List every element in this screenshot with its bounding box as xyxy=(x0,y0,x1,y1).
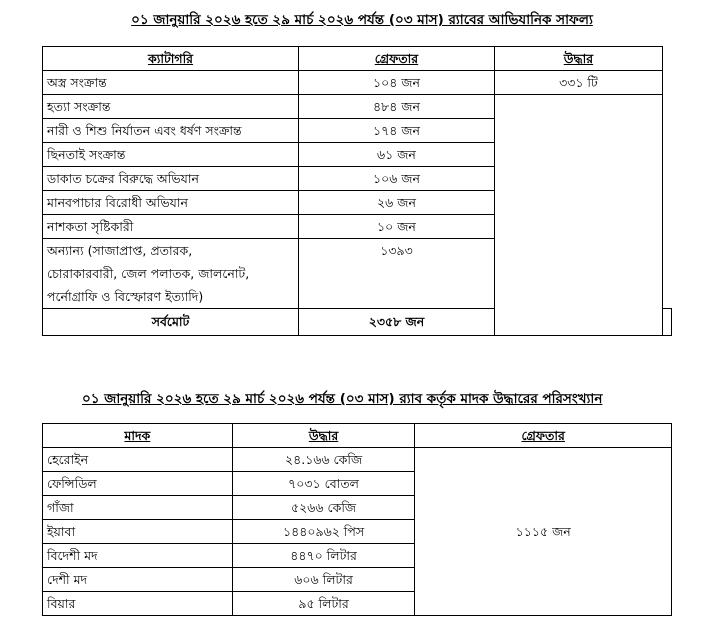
header-category: ক্যাটাগরি xyxy=(43,47,299,71)
total-arrest: ২৩৫৮ জন xyxy=(299,309,495,336)
table-row xyxy=(43,71,672,95)
header-recovery: উদ্ধার xyxy=(232,424,415,448)
recovery-empty-cell xyxy=(494,95,662,336)
header-recovery: উদ্ধার xyxy=(494,47,662,71)
arrest-cell: ১০৬ জন xyxy=(299,167,495,191)
drug-cell: দেশী মদ xyxy=(43,568,233,592)
recovery-cell: ৭০৩১ বোতল xyxy=(232,472,415,496)
header-arrest: গ্রেফতার xyxy=(299,47,495,71)
drug-cell: বিয়ার xyxy=(43,592,233,616)
drug-cell: ফেন্সিডিল xyxy=(43,472,233,496)
category-cell: ছিনতাই সংক্রান্ত xyxy=(43,143,299,167)
recovery-cell: ৬০৬ লিটার xyxy=(232,568,415,592)
arrest-total-cell: ১১১৫ জন xyxy=(415,448,672,616)
arrest-cell: ১৭৪ জন xyxy=(299,119,495,143)
table-row xyxy=(43,95,672,119)
arrest-cell: ১০৪ জন xyxy=(299,71,495,95)
recovery-cell: ৪৪৭০ লিটার xyxy=(232,544,415,568)
total-recovery-empty xyxy=(663,309,672,336)
operations-table xyxy=(42,46,672,336)
category-cell-multiline xyxy=(43,239,299,309)
drug-cell: ইয়াবা xyxy=(43,520,233,544)
drug-cell: গাঁজা xyxy=(43,496,233,520)
category-line: পর্নোগ্রাফি ও বিস্ফোরণ ইত্যাদি) xyxy=(47,289,204,304)
category-cell: ডাকাত চক্রের বিরুদ্ধে অভিযান xyxy=(43,167,299,191)
drug-cell: হেরোইন xyxy=(43,448,233,472)
category-line: চোরাকারবারী, জেল পলাতক, জালনোট, xyxy=(47,266,250,281)
drug-cell: বিদেশী মদ xyxy=(43,544,233,568)
category-cell: অস্ত্র সংক্রান্ত xyxy=(43,71,299,95)
category-line: অন্যান্য (সাজাপ্রাপ্ত, প্রতারক, xyxy=(47,243,193,258)
category-cell: নাশকতা সৃষ্টিকারী xyxy=(43,215,299,239)
category-cell: মানবপাচার বিরোধী অভিযান xyxy=(43,191,299,215)
header-arrest: গ্রেফতার xyxy=(415,424,672,448)
arrest-cell: ১৩৯৩ xyxy=(299,239,495,309)
arrest-cell: ৪৮৪ জন xyxy=(299,95,495,119)
section2-title: ০১ জানুয়ারি ২০২৬ হতে ২৯ মার্চ ২০২৬ পর্যন্ত (০৩ মাস) র‍্যাব কর্তৃক মাদক উদ্ধারের পরিসংখ্যান xyxy=(82,391,603,407)
recovery-cell: ১৪৪০৯৬২ পিস xyxy=(232,520,415,544)
arrest-cell: ২৬ জন xyxy=(299,191,495,215)
arrest-cell: ১০ জন xyxy=(299,215,495,239)
recovery-cell: ৯৫ লিটার xyxy=(232,592,415,616)
arrest-cell: ৬১ জন xyxy=(299,143,495,167)
recovery-cell: ২৪.১৬৬ কেজি xyxy=(232,448,415,472)
header-drug: মাদক xyxy=(43,424,233,448)
table-header-row xyxy=(43,424,672,448)
total-label: সর্বমোট xyxy=(43,309,299,336)
drug-recovery-table xyxy=(42,423,672,616)
section1-title: ০১ জানুয়ারি ২০২৬ হতে ২৯ মার্চ ২০২৬ পর্যন্ত (০৩ মাস) র‍্যাবের আভিযানিক সাফল্য xyxy=(131,12,593,28)
table-row xyxy=(43,448,672,472)
recovery-cell: ৩৩১ টি xyxy=(494,71,662,95)
category-cell: হত্যা সংক্রান্ত xyxy=(43,95,299,119)
recovery-cell: ৫২৬৬ কেজি xyxy=(232,496,415,520)
table-header-row xyxy=(43,47,672,71)
category-cell: নারী ও শিশু নির্যাতন এবং ধর্ষণ সংক্রান্ত xyxy=(43,119,299,143)
